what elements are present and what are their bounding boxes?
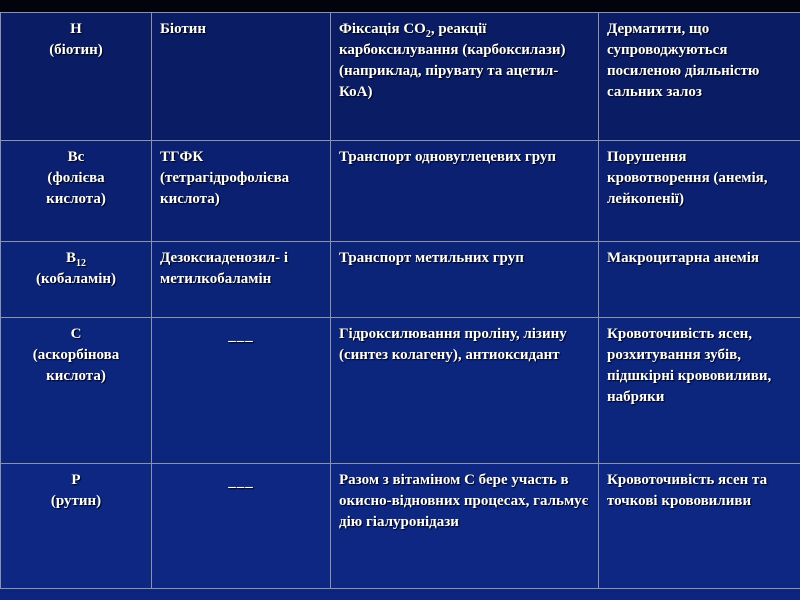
coenzyme-cell: Дезоксиаденозил- і метилкобаламін xyxy=(152,242,331,318)
deficiency-cell: Дерматити, що супроводжуються посиленою діяльністю сальних залоз xyxy=(599,13,800,141)
deficiency-cell: Макроцитарна анемія xyxy=(599,242,800,318)
coenzyme-dash: ___ xyxy=(228,328,254,344)
vitamin-common-name: (рутин) xyxy=(50,493,102,509)
vitamin-common-name: (кобаламін) xyxy=(35,271,116,287)
vitamin-cell xyxy=(1,242,152,318)
table-row-cobalamin xyxy=(1,242,800,318)
coenzyme-cell: Біотин xyxy=(152,13,331,141)
vitamin-name xyxy=(9,248,143,269)
vitamin-name: Р xyxy=(71,472,81,488)
coenzyme-cell xyxy=(152,318,331,464)
vitamin-common-name: (біотин) xyxy=(49,42,103,58)
table-row-ascorbic-acid xyxy=(1,318,800,464)
coenzyme-cell xyxy=(152,464,331,589)
vitamin-cell xyxy=(1,464,152,589)
function-text: Фіксація СО xyxy=(339,21,426,37)
function-subscript: 2 xyxy=(425,29,431,40)
slide-top-band xyxy=(0,0,800,12)
vitamin-subscript: 12 xyxy=(76,258,86,269)
vitamin-cell xyxy=(1,13,152,141)
vitamin-common-name: (фолієва xyxy=(47,170,105,186)
vitamin-cell xyxy=(1,141,152,242)
function-cell: Транспорт метильних груп xyxy=(331,242,599,318)
deficiency-cell: Порушення кровотворення (анемія, лейкопенії) xyxy=(599,141,800,242)
vitamin-common-name-cont: кислота) xyxy=(46,368,106,384)
function-cell: Транспорт одновуглецевих груп xyxy=(331,141,599,242)
vitamin-name: Вс xyxy=(67,149,85,165)
vitamin-letter: В xyxy=(65,250,76,266)
table-row-rutin xyxy=(1,464,800,589)
table-row-folic-acid xyxy=(1,141,800,242)
function-cell: Разом з вітаміном С бере участь в окисно-відновних процесах, гальмує дію гіалуронідази xyxy=(331,464,599,589)
vitamin-name: С xyxy=(70,326,82,342)
deficiency-cell: Кровоточивість ясен, розхитування зубів, підшкірні крововиливи, набряки xyxy=(599,318,800,464)
vitamin-cell xyxy=(1,318,152,464)
table-row-biotin xyxy=(1,13,800,141)
coenzyme-dash: ___ xyxy=(228,474,254,490)
vitamin-name: H xyxy=(70,21,82,37)
deficiency-cell: Кровоточивість ясен та точкові крововиливи xyxy=(599,464,800,589)
function-cell: Гідроксилювання проліну, лізину (синтез колагену), антиоксидант xyxy=(331,318,599,464)
vitamin-common-name-cont: кислота) xyxy=(46,191,106,207)
function-text-cont: , реакції карбоксилування (карбоксилази) (наприклад, пірувату та ацетил-КоА) xyxy=(339,21,566,100)
vitamin-common-name: (аскорбінова xyxy=(32,347,120,363)
function-cell xyxy=(331,13,599,141)
coenzyme-cell: ТГФК (тетрагідрофолієва кислота) xyxy=(152,141,331,242)
vitamins-table xyxy=(0,12,800,589)
